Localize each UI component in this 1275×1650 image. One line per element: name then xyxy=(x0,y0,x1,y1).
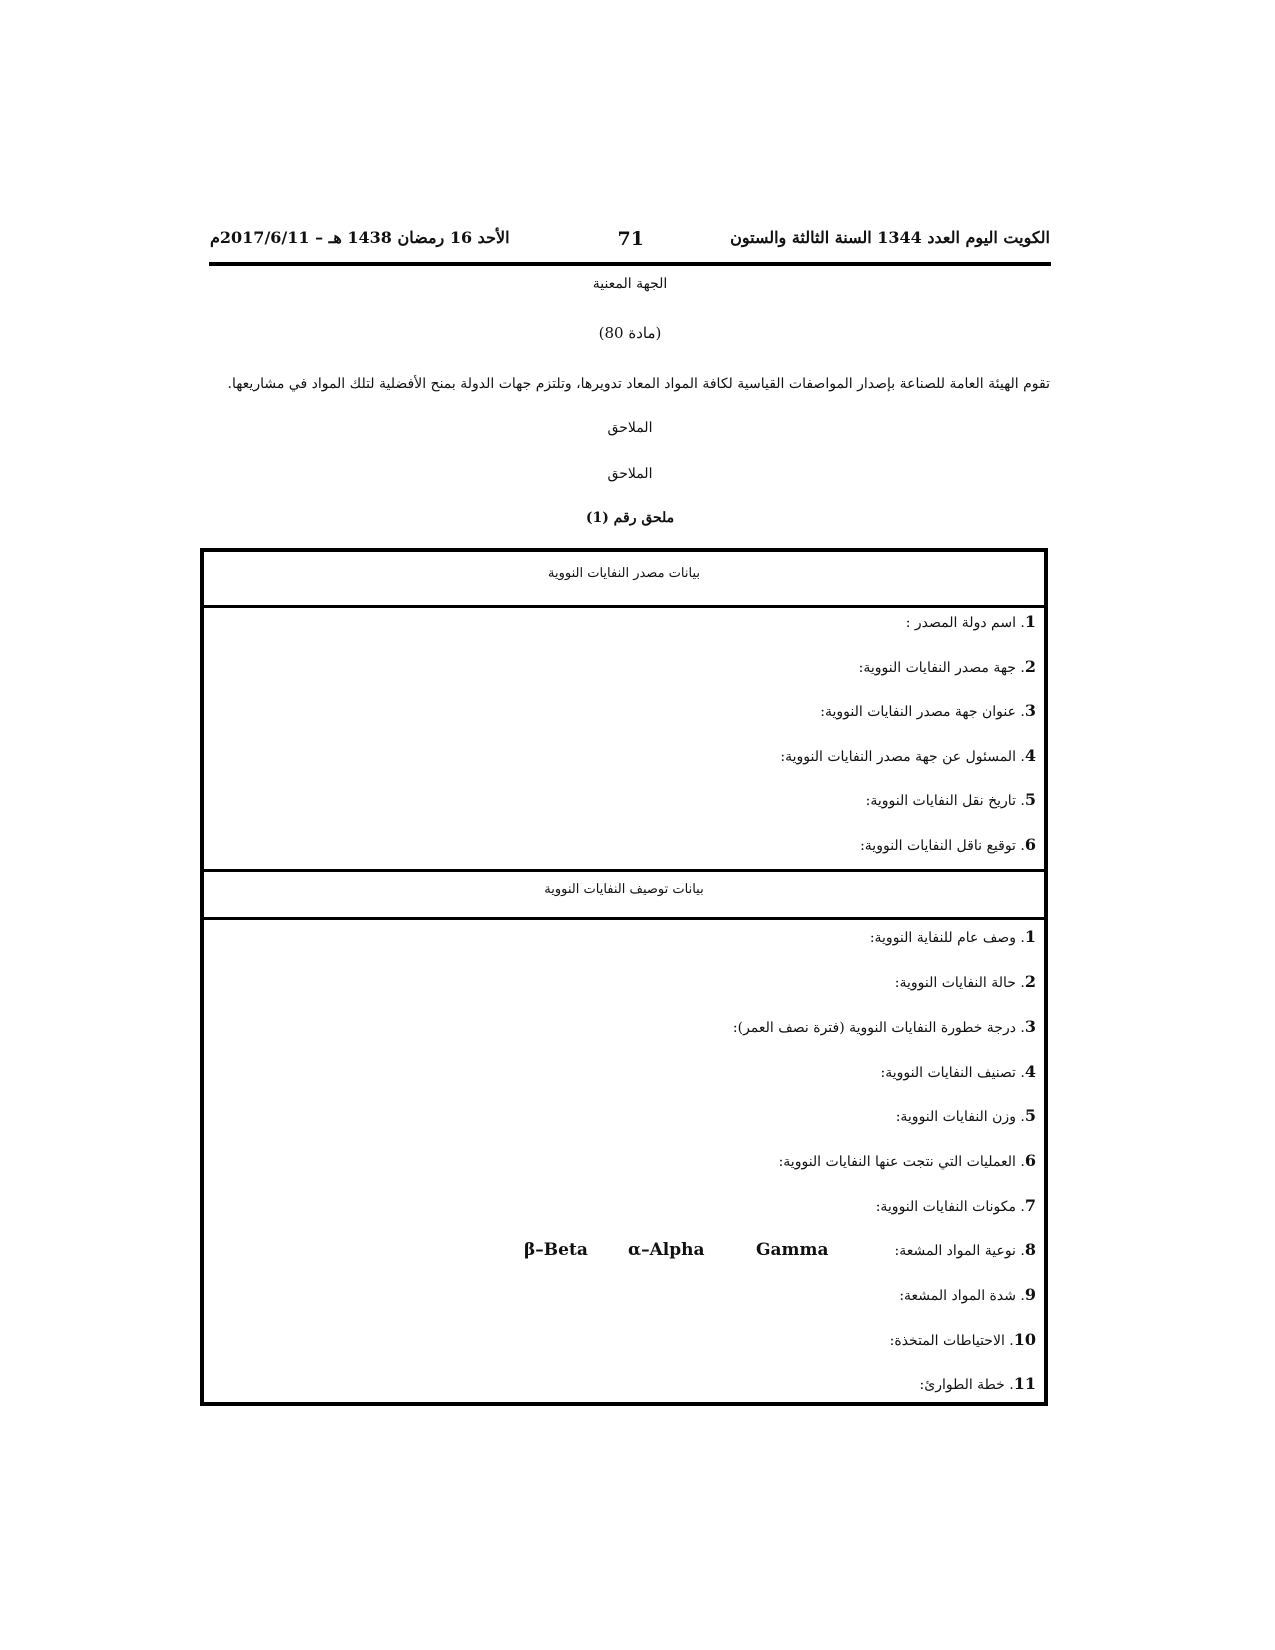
source-field: 2. جهة مصدر النفايات النووية: xyxy=(858,657,1036,676)
description-field: 6. العمليات التي نتجت عنها النفايات النووية: xyxy=(778,1151,1036,1170)
article-paragraph: تقوم الهيئة العامة للصناعة بإصدار المواصفات القياسية لكافة المواد المعاد تدويرها، وتلتزم جهات الدولة بمنح الأفضلية لتلك المواد في مشاريعها. xyxy=(227,376,1050,392)
description-field: 1. وصف عام للنفاية النووية: xyxy=(869,927,1036,946)
page-header xyxy=(210,228,1050,258)
radiation-option-gamma: Gamma xyxy=(756,1240,829,1260)
authority-heading: الجهة المعنية xyxy=(592,276,668,292)
description-field: 5. وزن النفايات النووية: xyxy=(895,1106,1036,1125)
header-rule xyxy=(209,262,1051,266)
description-field: 7. مكونات النفايات النووية: xyxy=(875,1196,1036,1215)
radiation-option-beta: β–Beta xyxy=(524,1240,588,1260)
annex-number-heading: ملحق رقم (1) xyxy=(585,510,675,526)
source-field: 3. عنوان جهة مصدر النفايات النووية: xyxy=(820,701,1036,720)
radiation-type-field: 8. نوعية المواد المشعة: xyxy=(894,1240,1036,1259)
section-source-title: بيانات مصدر النفايات النووية xyxy=(548,566,700,581)
annexes-heading-2: الملاحق xyxy=(607,466,653,482)
source-field: 1. اسم دولة المصدر : xyxy=(905,612,1036,631)
nuclear-waste-form-table xyxy=(200,548,1048,1406)
description-field: 2. حالة النفايات النووية: xyxy=(894,972,1036,991)
section-divider xyxy=(204,917,1044,920)
source-field: 4. المسئول عن جهة مصدر النفايات النووية: xyxy=(780,746,1036,765)
description-field: 10. الاحتياطات المتخذة: xyxy=(889,1330,1036,1349)
radiation-option-alpha: α–Alpha xyxy=(628,1240,705,1260)
description-field: 9. شدة المواد المشعة: xyxy=(899,1285,1036,1304)
issue-date: الأحد 16 رمضان 1438 هـ – 2017/6/11م xyxy=(210,228,510,247)
description-field: 11. خطة الطوارئ: xyxy=(919,1374,1036,1393)
description-field: 4. تصنيف النفايات النووية: xyxy=(880,1062,1036,1081)
article-heading: (مادة 80) xyxy=(598,324,662,342)
description-field: 3. درجة خطورة النفايات النووية (فترة نصف العمر): xyxy=(732,1017,1036,1036)
source-field: 5. تاريخ نقل النفايات النووية: xyxy=(865,790,1036,809)
annexes-heading-1: الملاحق xyxy=(607,420,653,436)
section-description-title: بيانات توصيف النفايات النووية xyxy=(544,882,704,897)
section-divider xyxy=(204,869,1044,872)
gazette-issue-info: الكويت اليوم العدد 1344 السنة الثالثة والستون xyxy=(730,228,1050,247)
source-field: 6. توقيع ناقل النفايات النووية: xyxy=(860,835,1036,854)
page-number: 71 xyxy=(617,228,644,250)
section-divider xyxy=(204,605,1044,608)
